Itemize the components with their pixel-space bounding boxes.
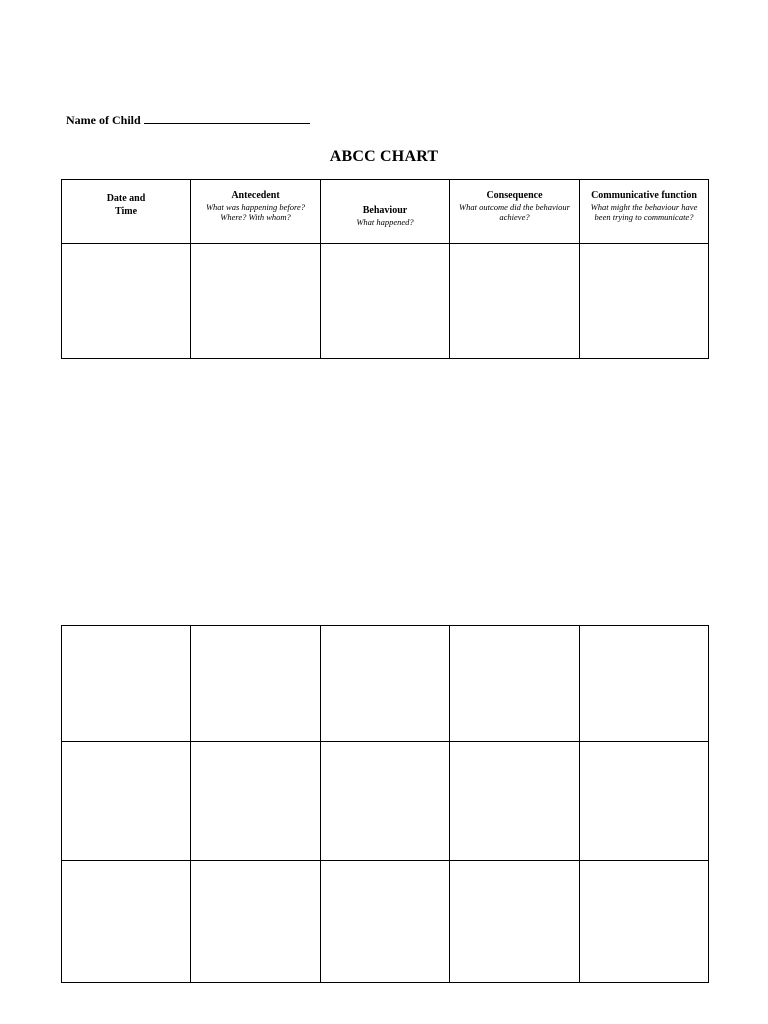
entry-cell-date[interactable] <box>62 861 191 983</box>
table-row <box>62 244 709 359</box>
table-row <box>62 861 709 983</box>
child-name-row <box>66 111 310 128</box>
entry-cell-behaviour[interactable] <box>321 861 450 983</box>
header-row <box>62 180 709 244</box>
header-consequence <box>450 180 580 244</box>
entry-cell-antecedent[interactable] <box>191 244 321 359</box>
entry-cell-consequence[interactable] <box>450 626 580 742</box>
abcc-table-bottom <box>61 625 709 983</box>
header-communicative-function <box>580 180 709 244</box>
entry-cell-date[interactable] <box>62 244 191 359</box>
entry-cell-behaviour[interactable] <box>321 244 450 359</box>
entry-cell-antecedent[interactable] <box>191 742 321 861</box>
header-communicative-function-subtitle: What might the behaviour have been trying to communicate? <box>590 202 698 222</box>
entry-cell-consequence[interactable] <box>450 742 580 861</box>
entry-cell-antecedent[interactable] <box>191 861 321 983</box>
header-behaviour-subtitle: What happened? <box>356 216 414 227</box>
entry-cell-communicative-function[interactable] <box>580 742 709 861</box>
table-row <box>62 742 709 861</box>
child-name-blank-line[interactable] <box>144 111 310 124</box>
header-behaviour-title: Behaviour <box>362 204 408 216</box>
table-row <box>62 626 709 742</box>
header-antecedent <box>191 180 321 244</box>
entry-cell-communicative-function[interactable] <box>580 861 709 983</box>
entry-cell-behaviour[interactable] <box>321 626 450 742</box>
header-communicative-function-title: Communicative function <box>591 190 697 201</box>
header-antecedent-title: Antecedent <box>231 190 280 201</box>
header-date-line1: Date and <box>106 193 146 204</box>
header-consequence-title: Consequence <box>486 190 543 201</box>
header-consequence-subtitle: What outcome did the behaviour achieve? <box>459 202 570 222</box>
entry-cell-consequence[interactable] <box>450 861 580 983</box>
child-name-label: Name of Child <box>66 113 141 127</box>
header-date-time <box>62 180 191 244</box>
header-antecedent-subtitle: What was happening before? Where? With whom? <box>205 202 306 222</box>
entry-cell-behaviour[interactable] <box>321 742 450 861</box>
abcc-table-top <box>61 179 709 359</box>
header-behaviour <box>321 180 450 244</box>
page-title: ABCC CHART <box>329 148 439 165</box>
entry-cell-communicative-function[interactable] <box>580 244 709 359</box>
header-date-line2: Time <box>114 206 138 217</box>
entry-cell-date[interactable] <box>62 626 191 742</box>
entry-cell-communicative-function[interactable] <box>580 626 709 742</box>
entry-cell-antecedent[interactable] <box>191 626 321 742</box>
entry-cell-consequence[interactable] <box>450 244 580 359</box>
entry-cell-date[interactable] <box>62 742 191 861</box>
